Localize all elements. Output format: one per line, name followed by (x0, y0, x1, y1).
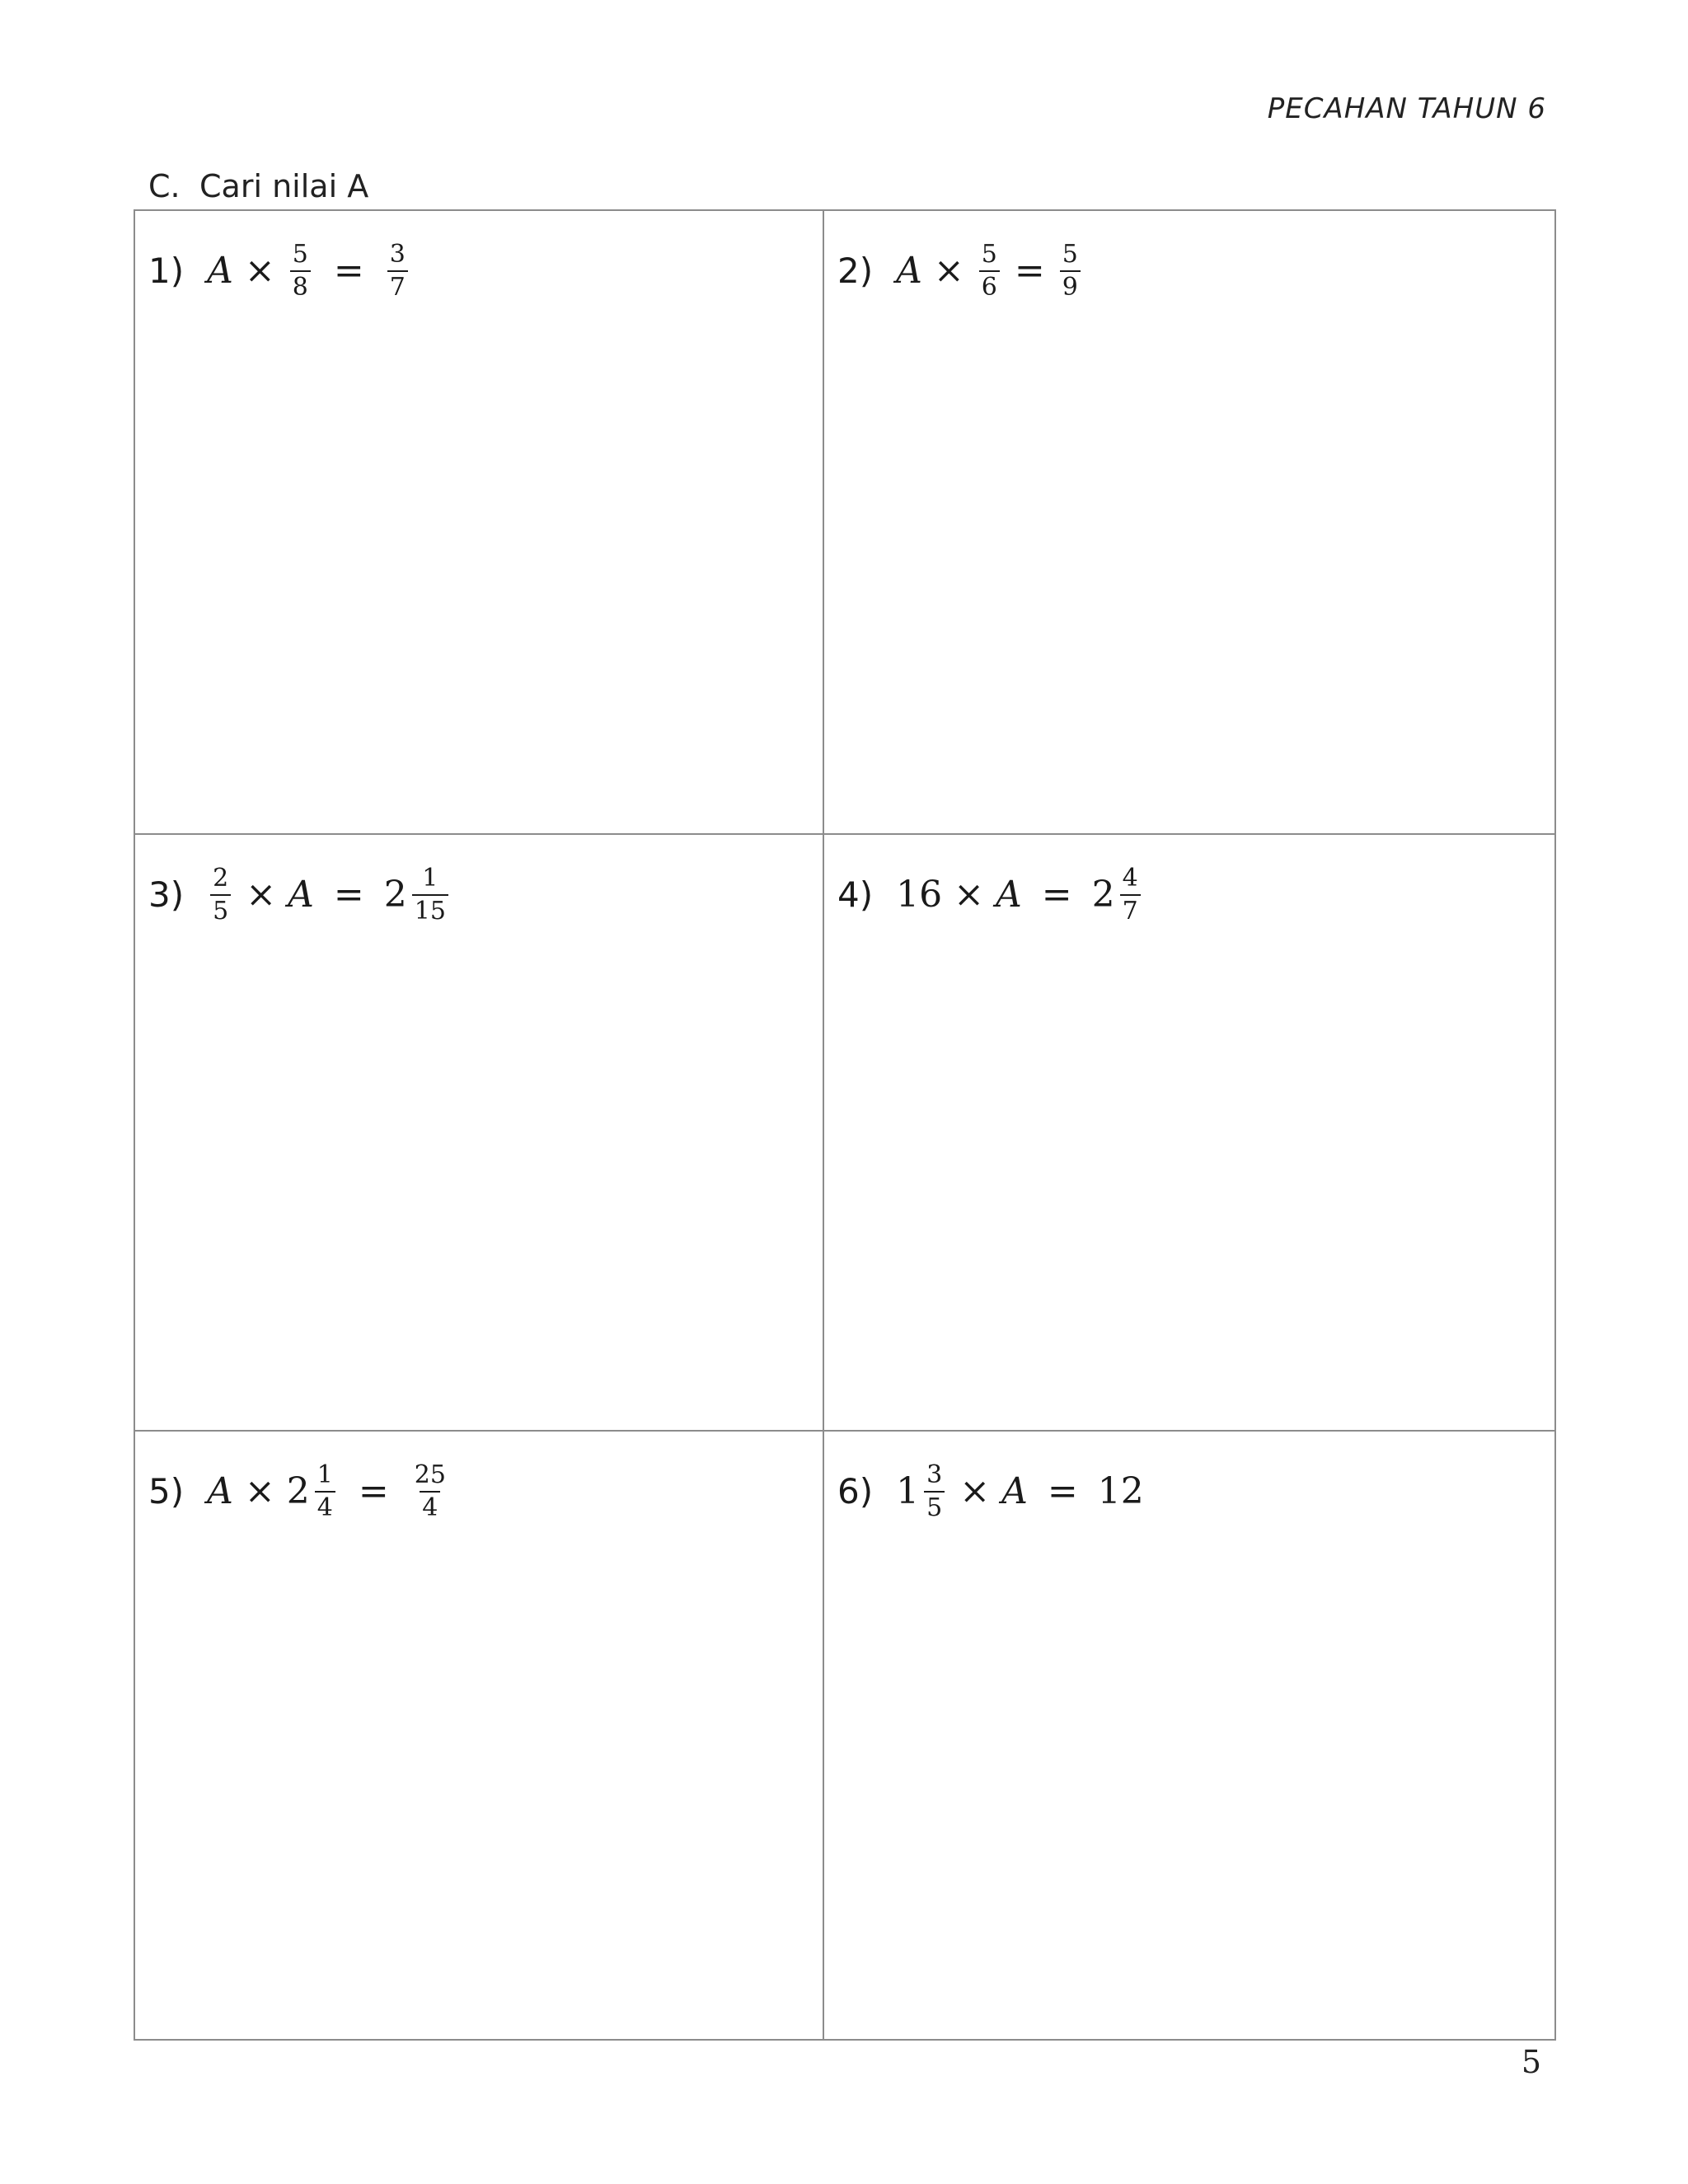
section-instruction: Cari nilai A (199, 168, 369, 204)
times-sign: × (246, 874, 277, 916)
page-number: 5 (1521, 2044, 1541, 2080)
problem-cell-5[interactable] (135, 1432, 824, 2039)
equals-sign: = (1014, 250, 1045, 292)
fraction (1060, 242, 1081, 300)
times-sign: × (933, 250, 964, 292)
denominator: 5 (210, 894, 231, 924)
problem-number: 3) (148, 874, 185, 915)
whole-number: 1 (896, 1470, 920, 1512)
numerator: 4 (1122, 864, 1138, 893)
problem-cell-4[interactable] (824, 835, 1554, 1432)
coefficient: 16 (896, 874, 943, 916)
equals-sign: = (358, 1470, 389, 1512)
numerator: 1 (316, 1460, 333, 1489)
problem-cell-3[interactable] (135, 835, 824, 1432)
problem-cell-1[interactable] (135, 211, 824, 835)
problem-number: 5) (148, 1471, 185, 1511)
variable-a: A (896, 250, 922, 292)
times-sign: × (244, 250, 275, 292)
fraction (290, 242, 311, 300)
problem-6 (837, 1460, 1144, 1522)
fraction (387, 242, 408, 300)
whole-number: 2 (383, 874, 407, 916)
times-sign: × (244, 1470, 275, 1512)
variable-a: A (207, 250, 233, 292)
denominator: 5 (924, 1491, 945, 1521)
variable-a: A (1001, 1470, 1028, 1512)
numerator: 25 (414, 1460, 446, 1489)
times-sign: × (959, 1470, 991, 1512)
problem-3 (148, 866, 452, 924)
fraction (315, 1460, 335, 1522)
denominator: 8 (290, 270, 311, 300)
fraction (979, 242, 1000, 300)
problem-cell-6[interactable] (824, 1432, 1554, 2039)
denominator: 15 (412, 894, 448, 924)
denominator: 9 (1060, 270, 1081, 300)
numerator: 5 (1062, 240, 1078, 269)
problem-grid (134, 209, 1556, 2041)
numerator: 5 (981, 240, 997, 269)
variable-a: A (207, 1470, 233, 1512)
numerator: 5 (292, 240, 308, 269)
denominator: 7 (387, 270, 408, 300)
numerator: 1 (422, 864, 438, 893)
times-sign: × (954, 874, 984, 916)
fraction (924, 1460, 945, 1522)
problem-1 (148, 242, 411, 300)
equals-sign: = (333, 874, 364, 916)
denominator: 4 (420, 1491, 440, 1521)
fraction (210, 866, 231, 924)
equals-sign: = (1041, 874, 1072, 916)
numerator: 3 (389, 240, 406, 269)
fraction (1120, 866, 1141, 924)
problem-5 (148, 1460, 452, 1522)
problem-cell-2[interactable] (824, 211, 1554, 835)
denominator: 7 (1120, 894, 1141, 924)
numerator: 3 (926, 1460, 943, 1489)
variable-a: A (995, 874, 1022, 916)
problem-number: 4) (837, 874, 874, 915)
whole-number: 2 (1091, 874, 1115, 916)
problem-2 (837, 242, 1084, 300)
result-value: 12 (1097, 1470, 1144, 1512)
whole-number: 2 (286, 1470, 310, 1512)
numerator: 2 (213, 864, 229, 893)
denominator: 4 (315, 1491, 335, 1521)
fraction (412, 866, 448, 924)
equals-sign: = (333, 250, 364, 292)
fraction (412, 1460, 448, 1522)
section-title (148, 168, 368, 204)
page-header: PECAHAN TAHUN 6 (1267, 92, 1546, 125)
problem-number: 1) (148, 251, 185, 291)
denominator: 6 (979, 270, 1000, 300)
equals-sign: = (1047, 1470, 1078, 1512)
problem-number: 6) (837, 1471, 874, 1511)
section-letter: C. (148, 168, 181, 204)
variable-a: A (288, 874, 314, 916)
problem-number: 2) (837, 251, 874, 291)
problem-4 (837, 866, 1144, 924)
